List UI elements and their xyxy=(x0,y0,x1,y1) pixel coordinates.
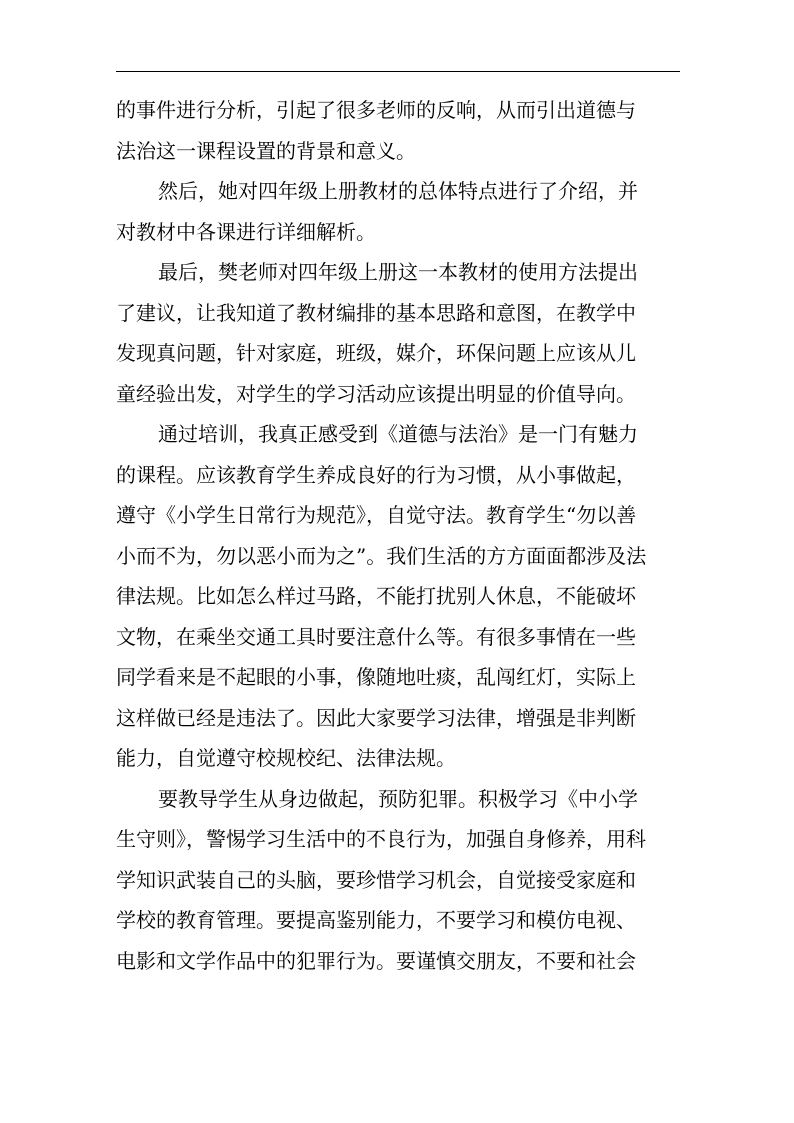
paragraph-line: 这样做已经是违法了。因此大家要学习法律，增强是非判断 xyxy=(116,705,636,730)
paragraph-line: 要教导学生从身边做起，预防犯罪。积极学习《中小学 xyxy=(158,786,638,811)
paragraph-3 xyxy=(116,252,686,414)
paragraph-line: 小而不为，勿以恶小而为之”。我们生活的方方面面都涉及法 xyxy=(116,543,647,568)
paragraph-4 xyxy=(116,414,686,779)
paragraph-line: 学知识武装自己的头脑，要珍惜学习机会，自觉接受家庭和 xyxy=(116,867,636,892)
paragraph-line: 然后，她对四年级上册教材的总体特点进行了介绍，并 xyxy=(158,179,638,203)
document-body xyxy=(116,90,686,981)
paragraph-line: 文物，在乘坐交通工具时要注意什么等。有很多事情在一些 xyxy=(116,624,636,649)
paragraph-line: 了建议，让我知道了教材编排的基本思路和意图，在教学中 xyxy=(116,300,636,325)
paragraph-line: 律法规。比如怎么样过马路，不能打扰别人休息，不能破坏 xyxy=(116,584,636,608)
paragraph-line: 通过培训，我真正感受到《道德与法治》是一门有魅力 xyxy=(158,422,638,446)
paragraph-line: 能力，自觉遵守校规校纪、法律法规。 xyxy=(116,746,456,770)
paragraph-line: 童经验出发，对学生的学习活动应该提出明显的价值导向。 xyxy=(116,381,636,406)
header-rule xyxy=(116,71,680,72)
paragraph-line: 遵守《小学生日常行为规范》，自觉守法。教育学生“勿以善 xyxy=(116,503,637,527)
paragraph-line: 最后，樊老师对四年级上册这一本教材的使用方法提出 xyxy=(158,260,638,284)
paragraph-line: 发现真问题，针对家庭，班级，媒介，环保问题上应该从儿 xyxy=(116,341,636,365)
paragraph-line: 的课程。应该教育学生养成良好的行为习惯，从小事做起， xyxy=(116,462,636,487)
paragraph-line: 电影和文学作品中的犯罪行为。要谨慎交朋友，不要和社会 xyxy=(116,948,636,973)
paragraph-line: 同学看来是不起眼的小事，像随地吐痰，乱闯红灯，实际上 xyxy=(116,665,636,689)
paragraph-2 xyxy=(116,171,686,252)
paragraph-line: 学校的教育管理。要提高鉴别能力，不要学习和模仿电视、 xyxy=(116,908,636,932)
paragraph-line: 生守则》，警惕学习生活中的不良行为，加强自身修养，用科 xyxy=(116,827,646,851)
paragraph-line: 的事件进行分析，引起了很多老师的反响，从而引出道德与 xyxy=(116,98,636,122)
paragraph-line: 对教材中各课进行详细解析。 xyxy=(116,219,376,244)
paragraph-line: 法治这一课程设置的背景和意义。 xyxy=(116,138,416,163)
paragraph-1 xyxy=(116,90,686,171)
paragraph-5 xyxy=(116,779,686,982)
